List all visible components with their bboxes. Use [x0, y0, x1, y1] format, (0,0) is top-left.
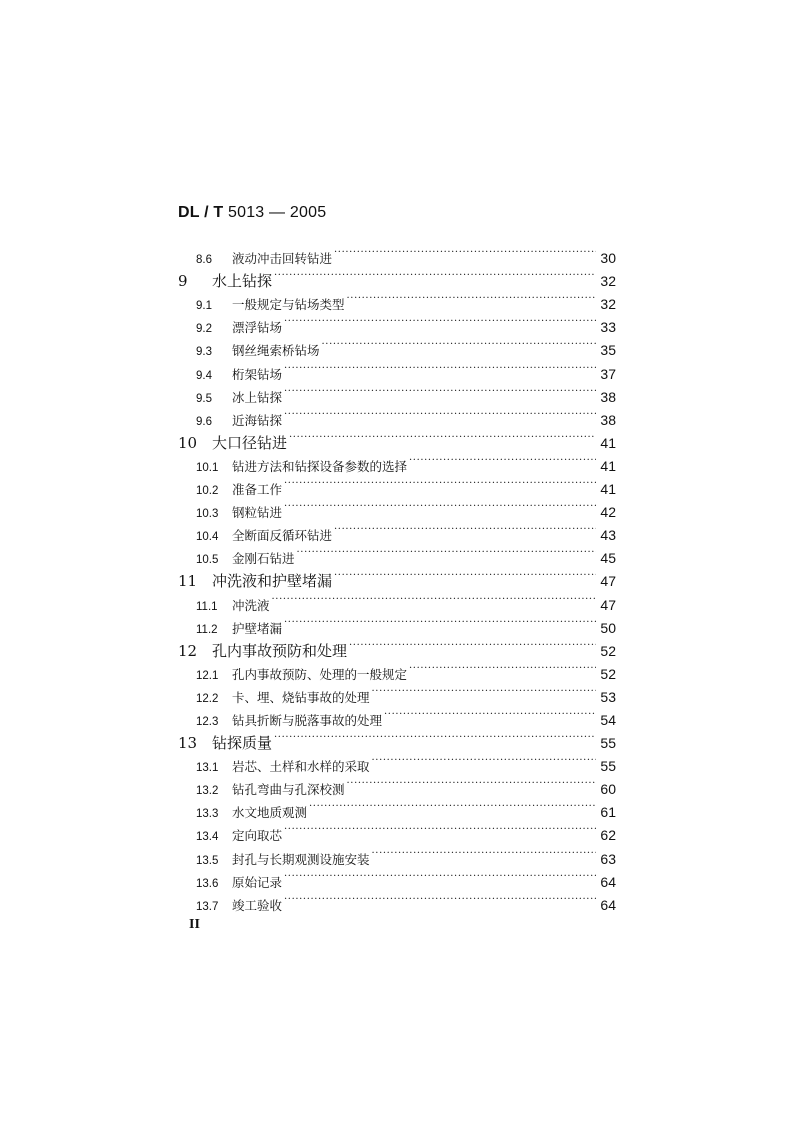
toc-entry-page: 52 [600, 642, 616, 659]
toc-entry-page: 60 [600, 781, 616, 798]
toc-entry-number: 10 [178, 433, 198, 452]
toc-entry-number: 10.4 [196, 531, 219, 544]
standard-prefix: DL / T [178, 204, 224, 221]
toc-dot-leader [289, 425, 596, 448]
toc-entry-title: 漂浮钻场 [232, 320, 283, 336]
toc-entry-number: 9.6 [196, 415, 212, 428]
toc-entry-page: 47 [600, 573, 616, 590]
toc-entry-title: 孔内事故预防和处理 [212, 641, 348, 660]
toc-entry-title: 大口径钻进 [212, 433, 288, 452]
toc-entry-title: 钻孔弯曲与孔深校测 [232, 782, 345, 798]
toc-entry-title: 孔内事故预防、处理的一般规定 [232, 666, 408, 682]
toc-entry-title: 护壁堵漏 [232, 620, 283, 636]
toc-entry-title: 冰上钻探 [232, 389, 283, 405]
toc-entry-page: 41 [600, 434, 616, 451]
toc-entry-number: 10.2 [196, 485, 219, 498]
toc-entry-page: 41 [600, 457, 616, 474]
toc-entry-number: 11.2 [196, 623, 218, 636]
toc-entry-number: 10.1 [196, 461, 219, 474]
toc-entry-title: 钢粒钻进 [232, 505, 283, 521]
toc-entry-number: 11.1 [196, 600, 218, 613]
toc-dot-leader [322, 332, 596, 355]
toc-entry-page: 61 [600, 804, 616, 821]
toc-dot-leader [274, 725, 596, 748]
toc-entry-number: 13.7 [196, 900, 219, 913]
toc-entry-page: 62 [600, 827, 616, 844]
toc-entry-title: 钻探质量 [212, 734, 273, 753]
toc-entry-page: 43 [600, 527, 616, 544]
toc-entry-number: 12.2 [196, 692, 219, 705]
toc-entry-number: 13.5 [196, 854, 219, 867]
toc-entry-title: 卡、埋、烧钻事故的处理 [232, 689, 370, 705]
toc-entry-number: 9 [178, 272, 188, 291]
toc-entry-title: 封孔与长期观测设施安装 [232, 851, 370, 867]
toc-entry-title: 全断面反循环钻进 [232, 528, 333, 544]
toc-entry-page: 63 [600, 850, 616, 867]
toc-dot-leader [334, 240, 596, 263]
toc-entry-title: 水上钻探 [212, 272, 273, 291]
toc-entry-number: 12.3 [196, 715, 219, 728]
document-code-header [178, 204, 326, 222]
toc-dot-leader [284, 355, 596, 378]
toc-dot-leader [272, 586, 596, 609]
toc-entry-page: 64 [600, 873, 616, 890]
toc-entry-title: 金刚石钻进 [232, 551, 295, 567]
toc-entry-title: 竣工验收 [232, 897, 283, 913]
toc-dot-leader [284, 817, 596, 840]
toc-entry-title: 液动冲击回转钻进 [232, 251, 333, 267]
toc-dot-leader [284, 471, 596, 494]
toc-dot-leader [372, 679, 596, 702]
toc-entry-number: 13 [178, 734, 198, 753]
toc-entry-number: 9.1 [196, 300, 212, 313]
toc-entry-page: 50 [600, 619, 616, 636]
toc-entry-title: 钻具折断与脱落事故的处理 [232, 712, 383, 728]
toc-entry-page: 47 [600, 596, 616, 613]
toc-entry-title: 水文地质观测 [232, 805, 308, 821]
toc-entry-page: 52 [600, 665, 616, 682]
toc-dot-leader [372, 840, 596, 863]
toc-dot-leader [334, 563, 596, 586]
toc-entry-title: 冲洗液和护壁堵漏 [212, 572, 333, 591]
toc-dot-leader [409, 448, 596, 471]
toc-entry-title: 定向取芯 [232, 828, 283, 844]
toc-entry-number: 13.1 [196, 762, 219, 775]
standard-number: 5013 — 2005 [228, 204, 327, 221]
toc-dot-leader [409, 656, 596, 679]
toc-dot-leader [284, 309, 596, 332]
toc-entry-title: 准备工作 [232, 482, 283, 498]
toc-dot-leader [284, 864, 596, 887]
toc-entry-number: 12 [178, 641, 198, 660]
toc-entry-title: 近海钻探 [232, 412, 283, 428]
toc-entry-number: 11 [178, 572, 198, 591]
toc-dot-leader [274, 263, 596, 286]
toc-entry-page: 54 [600, 711, 616, 728]
toc-entry-page: 32 [600, 296, 616, 313]
toc-dot-leader [347, 771, 596, 794]
page-number-footer: II [189, 917, 200, 932]
toc-dot-leader [334, 517, 596, 540]
toc-entry-number: 9.2 [196, 323, 212, 336]
toc-entry-page: 41 [600, 481, 616, 498]
toc-entry-page: 42 [600, 504, 616, 521]
toc-entry-page: 55 [600, 735, 616, 752]
toc-entry-page: 33 [600, 319, 616, 336]
toc-entry-number: 13.3 [196, 808, 219, 821]
toc-entry-number: 13.6 [196, 877, 219, 890]
toc-dot-leader [309, 794, 596, 817]
toc-entry-title: 钢丝绳索桥钻场 [232, 343, 320, 359]
toc-entry-page: 37 [600, 365, 616, 382]
toc-entry-number: 13.4 [196, 831, 219, 844]
toc-dot-leader [372, 748, 596, 771]
toc-dot-leader [347, 286, 596, 309]
toc-entry-page: 64 [600, 896, 616, 913]
toc-entry-number: 9.4 [196, 369, 212, 382]
toc-dot-leader [297, 540, 596, 563]
toc-entry-number: 12.1 [196, 669, 219, 682]
toc-dot-leader [284, 379, 596, 402]
toc-section-entry[interactable] [178, 240, 616, 267]
toc-dot-leader [384, 702, 596, 725]
toc-entry-page: 38 [600, 388, 616, 405]
toc-entry-title: 钻进方法和钻探设备参数的选择 [232, 458, 408, 474]
toc-entry-page: 30 [600, 250, 616, 267]
toc-entry-page: 38 [600, 411, 616, 428]
toc-dot-leader [284, 494, 596, 517]
toc-entry-title: 一般规定与钻场类型 [232, 297, 345, 313]
toc-entry-number: 9.5 [196, 392, 212, 405]
toc-entry-title: 冲洗液 [232, 597, 270, 613]
toc-entry-title: 桁架钻场 [232, 366, 283, 382]
toc-entry-number: 10.5 [196, 554, 219, 567]
toc-entry-title: 岩芯、土样和水样的采取 [232, 759, 370, 775]
toc-entry-page: 32 [600, 273, 616, 290]
toc-entry-number: 9.3 [196, 346, 212, 359]
toc-entry-page: 45 [600, 550, 616, 567]
toc-dot-leader [284, 610, 596, 633]
table-of-contents [178, 240, 616, 913]
toc-entry-number: 13.2 [196, 785, 219, 798]
toc-entry-page: 55 [600, 758, 616, 775]
toc-entry-title: 原始记录 [232, 874, 283, 890]
toc-dot-leader [284, 402, 596, 425]
toc-dot-leader [284, 887, 596, 910]
toc-entry-number: 10.3 [196, 508, 219, 521]
toc-entry-number: 8.6 [196, 254, 212, 267]
toc-entry-page: 35 [600, 342, 616, 359]
toc-dot-leader [349, 633, 596, 656]
toc-entry-page: 53 [600, 688, 616, 705]
